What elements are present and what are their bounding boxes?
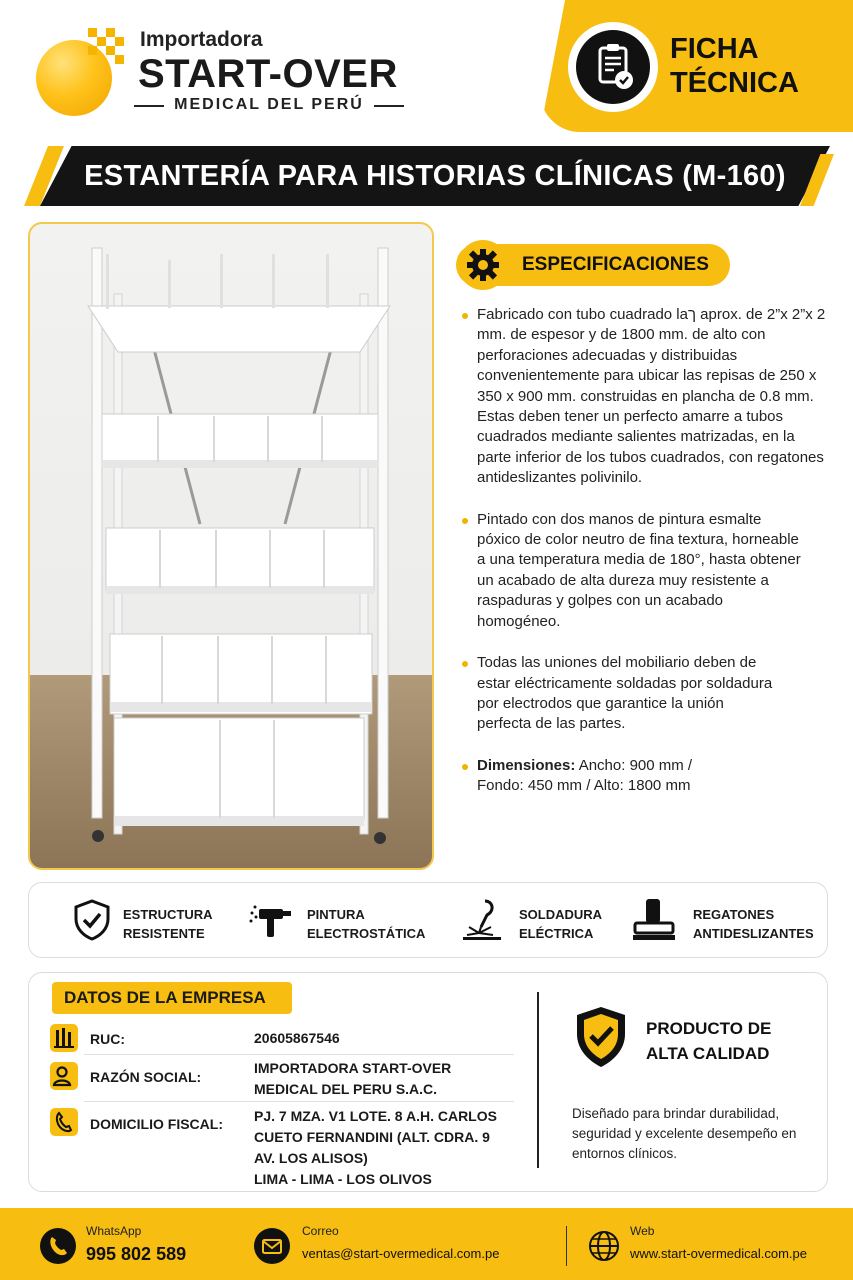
- gear-badge: [458, 240, 508, 290]
- feature-label: [519, 905, 602, 943]
- logo-main-text: START-OVER: [138, 52, 398, 96]
- footer-divider: [566, 1226, 567, 1266]
- page-title: ESTANTERÍA PARA HISTORIAS CLÍNICAS (M-160): [84, 160, 786, 192]
- spec-item: [462, 653, 782, 735]
- rubber-foot-icon: [631, 897, 677, 943]
- web-label: Web: [630, 1224, 655, 1238]
- feature-line2: ANTIDESLIZANTES: [693, 926, 814, 941]
- feature-line2: RESISTENTE: [123, 926, 205, 941]
- company-divider: [537, 992, 539, 1168]
- spec-item: [462, 510, 807, 632]
- phone-icon: [40, 1228, 76, 1264]
- shield-check-icon: [572, 1004, 630, 1070]
- globe-icon: [586, 1228, 622, 1264]
- domicilio-line1: PJ. 7 MZA. V1 LOTE. 8 A.H. CARLOS: [254, 1108, 497, 1124]
- ficha-badge: [568, 22, 658, 112]
- domicilio-line2: CUETO FERNANDINI (ALT. CDRA. 9: [254, 1129, 490, 1145]
- logo-sub-text: MEDICAL DEL PERÚ: [134, 96, 404, 114]
- razon-badge: [50, 1062, 78, 1090]
- gear-icon: [458, 240, 508, 290]
- product-photo: [28, 222, 434, 870]
- shelf-illustration: [30, 224, 434, 870]
- feature-label: [693, 905, 814, 943]
- spray-gun-icon: [249, 897, 295, 943]
- feature-paint: [249, 883, 449, 959]
- razon-line1: IMPORTADORA START-OVER: [254, 1060, 452, 1076]
- ruc-label: RUC:: [90, 1031, 125, 1047]
- quality-description: Diseñado para brindar durabilidad, seguridad y excelente desempeño en entornos clínicos.: [572, 1106, 797, 1161]
- whatsapp-label: WhatsApp: [86, 1224, 142, 1238]
- ficha-line1: FICHA: [670, 33, 759, 65]
- features-strip: [28, 882, 828, 958]
- whatsapp-value[interactable]: 995 802 589: [86, 1244, 187, 1264]
- logo-top-text: Importadora: [140, 28, 263, 51]
- spec-item-text: Fabricado con tubo cuadrado laך aprox. de 2”x 2”x 2 mm. de espesor y de 1800 mm. de alto con perforaciones adecuadas y distribuidas convenientemente para ubicar las repisas de 250 x 350 x 900 mm. construidas en plancha de 0.8 mm. Estas deben tener un perfecto amarre a tubos cuadrados mediante salientes matrizadas, en la parte inferior de los tubos cuadrados, con regatones antideslizantes polivinilo.: [477, 306, 826, 487]
- quality-title: [646, 1016, 771, 1066]
- email-label: Correo: [302, 1224, 339, 1238]
- razon-line2: MEDICAL DEL PERU S.A.C.: [254, 1081, 438, 1097]
- clipboard-check-icon: [576, 30, 650, 104]
- header: [0, 0, 853, 140]
- whatsapp-badge: [40, 1228, 76, 1264]
- feature-structure: [69, 883, 249, 959]
- specs-list: [462, 305, 832, 818]
- email-badge: [254, 1228, 290, 1264]
- domicilio-line4: LIMA - LIMA - LOS OLIVOS: [254, 1171, 432, 1187]
- feature-line1: REGATONES: [693, 907, 775, 922]
- ruc-badge: [50, 1024, 78, 1052]
- domicilio-badge: [50, 1108, 78, 1136]
- quality-line2: ALTA CALIDAD: [646, 1044, 770, 1063]
- phone-location-icon: [50, 1108, 78, 1136]
- ruc-value: 20605867546: [254, 1030, 340, 1046]
- welding-icon: [459, 897, 505, 943]
- feature-line2: ELECTROSTÁTICA: [307, 926, 426, 941]
- feature-feet: [631, 883, 826, 959]
- feature-line2: ELÉCTRICA: [519, 926, 594, 941]
- row-divider: [84, 1101, 514, 1102]
- ficha-title: [670, 32, 799, 100]
- razon-label: RAZÓN SOCIAL:: [90, 1069, 202, 1085]
- user-icon: [50, 1062, 78, 1090]
- row-divider: [84, 1054, 514, 1055]
- feature-label: [307, 905, 425, 943]
- feature-welding: [459, 883, 629, 959]
- domicilio-value: [254, 1106, 497, 1190]
- logo-pixels-icon: [80, 28, 124, 68]
- feature-line1: PINTURA: [307, 907, 365, 922]
- web-value[interactable]: www.start-overmedical.com.pe: [630, 1246, 807, 1261]
- spec-item: [462, 305, 827, 489]
- feature-line1: SOLDADURA: [519, 907, 603, 922]
- dimensions-value: Ancho: 900 mm / Fondo: 450 mm / Alto: 1800 mm: [477, 756, 693, 795]
- mail-icon: [254, 1228, 290, 1264]
- ficha-line2: TÉCNICA: [670, 67, 799, 99]
- building-icon: [50, 1024, 78, 1052]
- company-heading: DATOS DE LA EMPRESA: [64, 988, 266, 1007]
- quality-line1: PRODUCTO DE: [646, 1019, 772, 1038]
- email-value[interactable]: ventas@start-overmedical.com.pe: [302, 1246, 500, 1261]
- dimensions-label: Dimensiones:: [477, 756, 576, 774]
- feature-line1: ESTRUCTURA: [123, 907, 213, 922]
- specs-heading: ESPECIFICACIONES: [522, 254, 709, 275]
- razon-value: [254, 1058, 451, 1100]
- shield-check-icon: [69, 897, 115, 943]
- spec-item-text: Pintado con dos manos de pintura esmalte póxico de color neutro de fina textura, horneable a una temperatura media de 180°, hasta obtener un acabado de alta dureza muy resistente a raspaduras y golpes con un acabado homogéneo.: [477, 510, 801, 630]
- feature-label: [123, 905, 213, 943]
- domicilio-label: DOMICILIO FISCAL:: [90, 1116, 223, 1132]
- spec-item-text: Todas las uniones del mobiliario deben de estar eléctricamente soldadas por soldadura por electrodos que garantice la unión perfecta de las partes.: [477, 654, 773, 733]
- domicilio-line3: AV. LOS ALISOS): [254, 1150, 368, 1166]
- spec-item-dimensions: [462, 756, 732, 797]
